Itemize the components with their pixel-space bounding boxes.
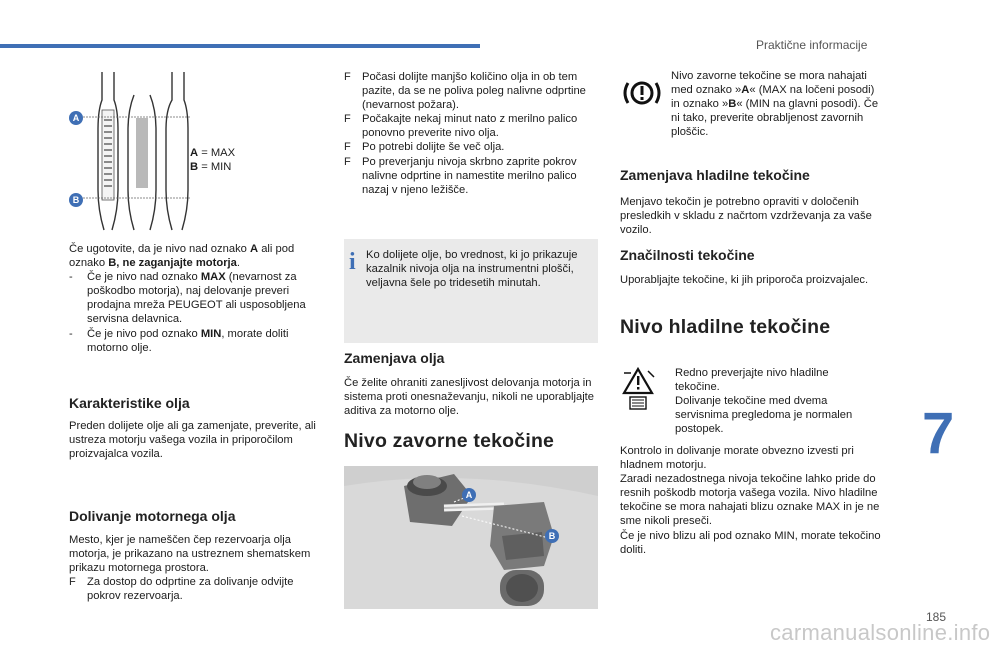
intro-marker-b: B: [108, 257, 117, 270]
chapter-number: 7: [922, 401, 955, 466]
page-number: 185: [926, 610, 947, 624]
legend-a-text: = MAX: [198, 147, 236, 159]
info-icon: i: [349, 249, 356, 275]
coolant-body-text: Kontrolo in dolivanje morate obvezno izvesti pri hladnem motorju. Zaradi nezadostnega nivoja tekočine lahko pride do resnih poškodb motorja vašega vozila. Nivo hladilne tekočine se mora nahajati blizu oznake MAX in je ne sme nikoli preseči. Če je nivo blizu ali pod oznako MIN, morate tekočino doliti.: [620, 445, 881, 556]
marker-b-badge: B: [69, 193, 83, 207]
intro-text: Če ugotovite, da je nivo nad oznako: [69, 243, 250, 255]
heading-coolant-level: Nivo hladilne tekočine: [620, 316, 831, 338]
fluid-change-text: Menjavo tekočin je potrebno opraviti v določenih presledkih v skladu z načrtom vzdrževanja za vaše vozilo.: [620, 196, 872, 237]
dash-item-min: [69, 327, 327, 355]
watermark: carmanualsonline.info: [770, 620, 990, 645]
intro-warning: , ne zaganjajte motorja: [116, 257, 237, 270]
heading-fluid-spec: Značilnosti tekočine: [620, 247, 755, 263]
brake-marks-pre: Nivo zavorne tekočine se mora nahajati med oznako »: [671, 70, 867, 97]
bullet-item: F Po preverjanju nivoja skrbno zaprite pokrov nalivne odprtine in namestite merilno palico nazaj v njeno ležišče.: [344, 155, 600, 197]
bullet-item: F Počasi dolijte manjšo količino olja in ob tem pazite, da se ne poliva poleg nalivne odprtine (nevarnost požara).: [344, 70, 600, 112]
brake-warning-icon-svg: [622, 78, 662, 108]
dash2-bold: MIN: [200, 327, 222, 340]
oil-characteristics-text: Preden dolijete olje ali ga zamenjate, preverite, ali ustreza motorju vašega vozila in priporočilom proizvajalca vozila.: [69, 420, 316, 461]
heading-oil-characteristics: Karakteristike olja: [69, 395, 190, 411]
intro-text-mid: ali pod oznako: [69, 243, 295, 270]
brake-marks-mid: « (MAX na ločeni posodi) in oznako »: [671, 84, 875, 111]
heading-oil-change: Zamenjava olja: [344, 350, 445, 366]
brake-marker-a: A: [741, 84, 750, 97]
dipstick-illustration: [68, 70, 268, 230]
photo-marker-b-badge: B: [545, 529, 559, 543]
coolant-warning-icon: [620, 367, 664, 411]
dash2-rest: , morate doliti motorno olje.: [87, 327, 289, 354]
intro-marker-a: A: [250, 243, 259, 255]
fluid-spec-text: Uporabljajte tekočine, ki jih priporoča proizvajalec.: [620, 274, 869, 286]
dash-item-max: [69, 270, 327, 326]
dipstick-legend: [190, 146, 235, 174]
photo-marker-a-badge: A: [462, 488, 476, 502]
marker-a-badge: A: [69, 111, 83, 125]
heading-brake-fluid-level: Nivo zavorne tekočine: [344, 430, 555, 452]
legend-a-letter: A: [190, 147, 199, 159]
dash1-rest: (nevarnost za poškodbo motorja), naj delovanje preveri prodajna mreža PEUGEOT ali usposobljena servisna delavnica.: [87, 271, 306, 326]
intro-end: .: [236, 257, 240, 270]
oil-topup-paragraph: Mesto, kjer je nameščen čep rezervoarja olja motorja, je prikazano na ustreznem shematskem prikazu motornega prostora.: [69, 534, 311, 575]
oil-bullets: [344, 70, 600, 197]
oil-change-text: Če želite ohraniti zanesljivost delovanja motorja in sistema proti onesnaževanju, nikoli ne uporabljajte aditiva za motorno olje.: [344, 377, 595, 418]
brake-marker-b: B: [728, 98, 737, 111]
bullet-item: F Po potrebi dolijte še več olja.: [344, 140, 600, 154]
oil-topup-bullet: F Za dostop do odprtine za dolivanje odvijte pokrov rezervoarja.: [69, 575, 321, 603]
oil-topup-text: [69, 533, 321, 603]
heading-oil-topup: Dolivanje motornega olja: [69, 508, 236, 524]
legend-b-letter: B: [190, 161, 199, 174]
bullet-item: F Počakajte nekaj minut nato z merilno palico ponovno preverite nivo olja.: [344, 112, 600, 140]
coolant-check-text: Redno preverjajte nivo hladilne tekočine. Dolivanje tekočine med dvema servisnima pregledoma je normalen postopek.: [675, 367, 853, 436]
info-text: Ko dolijete olje, bo vrednost, ki jo prikazuje kazalnik nivoja olja na instrumentni plošči, veljavna šele po tridesetih minutah.: [366, 249, 578, 290]
legend-b-text: = MIN: [198, 161, 232, 174]
header-accent-bar: [0, 44, 480, 48]
brake-warning-icon: [622, 78, 662, 108]
section-title: Praktične informacije: [756, 38, 868, 52]
brake-marks-text: [671, 69, 883, 139]
dipstick-figure: [68, 70, 268, 230]
brake-marks-end: « (MIN na glavni posodi). Če ni tako, preverite obrabljenost zavornih ploščic.: [671, 98, 879, 139]
dash1-pre: Če je nivo nad oznako: [87, 271, 201, 284]
coolant-warning-icon-svg: [620, 367, 664, 411]
heading-fluid-change: Zamenjava hladilne tekočine: [620, 167, 810, 183]
dash1-bold: MAX: [200, 271, 226, 284]
dash2-pre: Če je nivo pod oznako: [87, 327, 201, 340]
level-warning-paragraph: [69, 242, 327, 355]
